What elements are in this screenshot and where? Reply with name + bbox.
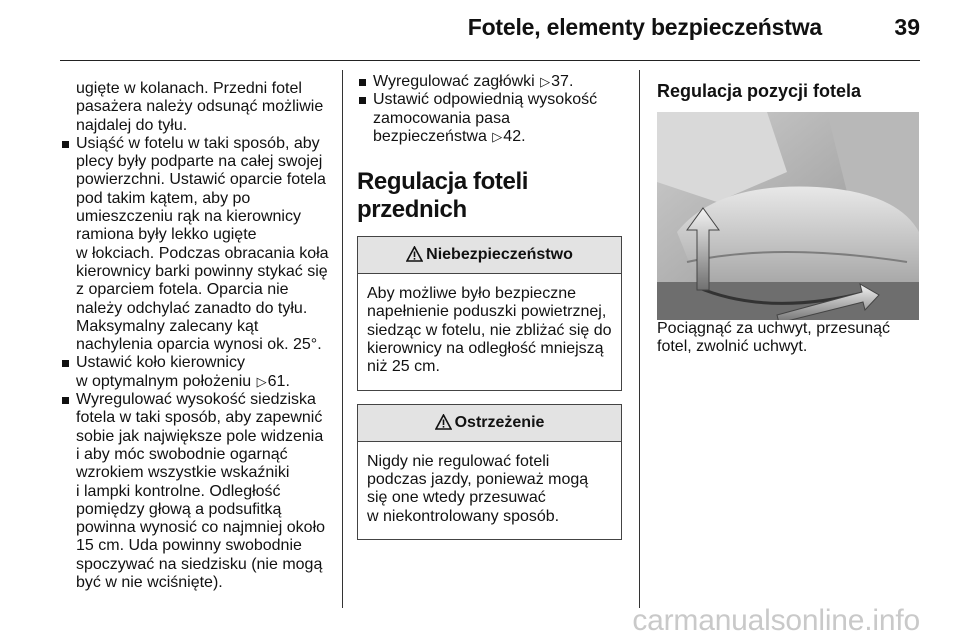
page-reference-arrow-icon: ▷ xyxy=(540,74,551,89)
text-line: Ustawić odpowiednią wysokość xyxy=(373,91,598,109)
text-line: w łokciach. Podczas obracania koła xyxy=(76,244,329,262)
column-2 xyxy=(357,73,622,540)
text-line: siedząc w fotelu, nie zbliżać się do xyxy=(367,321,612,339)
text-line: i lampki kontrolne. Odległość xyxy=(76,482,281,500)
text-line: Nigdy nie regulować foteli xyxy=(367,452,550,470)
section-heading: Regulacja foteli przednich xyxy=(357,168,528,224)
page-reference-link[interactable]: 61. xyxy=(267,372,290,390)
text-line: Pociągnąć za uchwyt, przesunąć xyxy=(657,320,891,337)
caution-box xyxy=(357,404,622,540)
text-line: Wyregulować zagłówki xyxy=(373,73,535,90)
page-reference-arrow-icon: ▷ xyxy=(256,373,267,389)
text-line: spoczywać na siedzisku (nie mogą xyxy=(76,555,323,573)
text-line: podczas jazdy, ponieważ mogą xyxy=(367,470,589,488)
text-line: pasażera należy odsunąć możliwie xyxy=(76,98,324,116)
danger-title: Niebezpieczeństwo xyxy=(426,246,573,264)
text-line: plecy były podparte na całej swojej xyxy=(76,153,323,171)
text-line: kierownicy na odległość mniejszą xyxy=(367,340,604,358)
text-line: fotela w taki sposób, aby zapewnić xyxy=(76,409,323,427)
photo-caption xyxy=(657,320,922,357)
text-line: 15 cm. Uda powinny swobodnie xyxy=(76,537,302,555)
bullet-item-seat-height xyxy=(60,391,338,592)
text-line: Maksymalny zalecany kąt xyxy=(76,317,259,335)
page-reference-link[interactable]: 37. xyxy=(551,73,574,90)
intro-paragraph xyxy=(60,80,338,135)
text-line: kierownicy barki powinny stykać się xyxy=(76,262,328,280)
column-1 xyxy=(60,80,338,592)
text-line: Ustawić koło kierownicy xyxy=(76,354,245,372)
text-line: pod takim kątem, aby po xyxy=(76,189,251,207)
text-line: nachylenia oparcia wynosi ok. 25°. xyxy=(76,336,322,354)
text-line: powinna wynosić co najmniej około xyxy=(76,519,326,537)
text-line: najdalej do tyłu. xyxy=(76,116,188,134)
page-reference-arrow-icon: ▷ xyxy=(492,128,503,144)
text-line: zamocowania pasa xyxy=(373,109,510,127)
danger-box xyxy=(357,236,622,390)
caution-box-header xyxy=(358,405,621,442)
text-line: fotel, zwolnić uchwyt. xyxy=(657,338,808,356)
text-line: i aby móc swobodnie ogarnąć xyxy=(76,445,288,463)
text-line: umieszczeniu rąk na kierownicy xyxy=(76,208,301,226)
header-rule xyxy=(60,60,920,61)
text-line: powierzchni. Ustawić oparcie fotela xyxy=(76,171,326,189)
bullet-item-steering-wheel xyxy=(60,354,338,391)
text-line: sobie jak największe pole widzenia xyxy=(76,427,324,445)
text-line: należy odchylać zanadto do tyłu. xyxy=(76,299,308,317)
danger-box-header xyxy=(358,237,621,274)
page-number: 39 xyxy=(894,14,920,40)
text-line: niż 25 cm. xyxy=(367,358,440,376)
text-line: Aby możliwe było bezpieczne xyxy=(367,285,576,303)
warning-triangle-icon xyxy=(406,246,423,262)
text-line: wzrokiem wszystkie wskaźniki xyxy=(76,464,290,482)
watermark: carmanualsonline.info xyxy=(632,604,920,637)
text-line: ramiona były lekko ugięte xyxy=(76,226,257,244)
text-line: z oparciem fotela. Oparcia nie xyxy=(76,281,289,299)
header-title: Fotele, elementy bezpieczeństwa xyxy=(467,14,822,40)
column-3 xyxy=(657,78,922,357)
bullet-item-headrests xyxy=(357,73,622,91)
section-heading: Regulacja pozycji fotela xyxy=(657,81,862,101)
text-line: być w nie wciśnięte). xyxy=(76,574,223,592)
caution-title: Ostrzeżenie xyxy=(454,413,545,431)
text-line: w niekontrolowany sposób. xyxy=(367,507,560,525)
column-divider-2 xyxy=(639,70,640,608)
column-divider-1 xyxy=(342,70,343,608)
page-reference-link[interactable]: 42. xyxy=(503,127,526,145)
warning-triangle-icon xyxy=(435,414,452,430)
text-line: pomiędzy głową a podsufitką xyxy=(76,500,282,518)
bullet-item-belt-height xyxy=(357,91,622,146)
text-line: napełnienie poduszki powietrznej, xyxy=(367,303,607,321)
text-line: w optymalnym położeniu xyxy=(76,372,252,390)
text-line: ugięte w kolanach. Przedni fotel xyxy=(76,80,302,97)
bullet-item-seat-back xyxy=(60,135,338,355)
text-line: się one wtedy przesuwać xyxy=(367,489,546,507)
text-line: Wyregulować wysokość siedziska xyxy=(76,391,316,409)
seat-adjustment-photo xyxy=(657,112,919,320)
caution-box-body xyxy=(358,442,621,539)
text-line: Usiąść w fotelu w taki sposób, aby xyxy=(76,134,320,152)
danger-box-body xyxy=(358,274,621,389)
text-line: bezpieczeństwa xyxy=(373,127,487,145)
